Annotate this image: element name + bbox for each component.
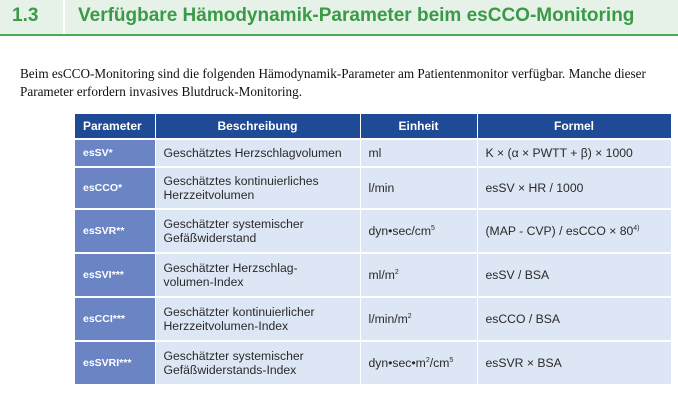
table-row (75, 297, 671, 341)
description-line: Geschätzter systemischer (163, 349, 304, 363)
section-divider (63, 0, 65, 34)
description-line: Gefäßwiderstands-Index (163, 363, 297, 377)
description-line: volumen-Index (163, 275, 244, 289)
unit-superscript: 2 (394, 268, 399, 276)
formula-text: esSV / BSA (485, 268, 550, 282)
table-row (75, 341, 671, 384)
unit-cell (360, 209, 477, 253)
description-line: Geschätzter systemischer (163, 217, 304, 231)
table-header-row (75, 114, 671, 139)
unit-cell (360, 167, 477, 209)
parameter-table (75, 114, 672, 384)
description-cell (155, 297, 360, 341)
parameter-name: esSVR** (75, 209, 155, 253)
formula-text: esCCO / BSA (485, 312, 560, 326)
formula-text: (MAP - CVP) / esCCO × 80 (485, 224, 634, 238)
column-header-formel: Formel (477, 114, 671, 139)
unit-cell (360, 341, 477, 384)
description-line: Gefäßwiderstand (163, 231, 257, 245)
description-cell (155, 139, 360, 167)
description-cell (155, 209, 360, 253)
description-line: Geschätztes Herzschlagvolumen (163, 146, 342, 160)
table-row (75, 139, 671, 167)
formula-cell (477, 253, 671, 297)
section-header (0, 0, 678, 36)
formula-footnote: 4) (633, 224, 640, 232)
column-header-beschreibung: Beschreibung (155, 114, 360, 139)
unit-text: l/min/m (368, 312, 408, 326)
unit-text: ml/m (368, 268, 395, 282)
description-cell (155, 341, 360, 384)
unit-superscript: 2 (425, 356, 430, 364)
column-header-einheit: Einheit (360, 114, 477, 139)
description-line: Geschätztes kontinuierliches (163, 174, 319, 188)
table-row (75, 209, 671, 253)
parameter-name: esSV* (75, 139, 155, 167)
unit-text-tail: /cm (429, 356, 450, 370)
unit-text: dyn•sec/cm (368, 224, 432, 238)
intro-paragraph: Beim esCCO-Monitoring sind die folgenden Hämodynamik-Parameter am Patientenmonitor verfügbar. Manche dieser Parameter erfordern invasives Blutdruck-Monitoring. (20, 66, 646, 100)
description-cell (155, 167, 360, 209)
unit-text: ml (368, 146, 382, 160)
description-line: Geschätzter kontinuierlicher (163, 305, 315, 319)
formula-cell (477, 297, 671, 341)
parameter-name: esSVI*** (75, 253, 155, 297)
formula-text: esSV × HR / 1000 (485, 181, 584, 195)
parameter-name: esCCI*** (75, 297, 155, 341)
unit-superscript: 5 (431, 224, 435, 232)
parameter-name: esSVRI*** (75, 341, 155, 384)
description-line: Geschätzter Herzschlag- (163, 261, 298, 275)
table-row (75, 167, 671, 209)
formula-text: K × (α × PWTT + β) × 1000 (485, 146, 633, 160)
formula-cell (477, 209, 671, 253)
description-cell (155, 253, 360, 297)
section-number: 1.3 (12, 5, 39, 26)
section-title: Verfügbare Hämodynamik-Parameter beim esCCO-Monitoring (78, 5, 635, 26)
column-header-parameter: Parameter (75, 114, 155, 139)
unit-text: l/min (368, 181, 395, 195)
table-row (75, 253, 671, 297)
unit-cell (360, 139, 477, 167)
parameter-name: esCCO* (75, 167, 155, 209)
unit-text: dyn•sec•m (368, 356, 426, 370)
formula-cell (477, 139, 671, 167)
unit-cell (360, 297, 477, 341)
formula-cell (477, 341, 671, 384)
description-line: Herzzeitvolumen (163, 188, 255, 202)
unit-superscript: 2 (407, 312, 412, 320)
unit-cell (360, 253, 477, 297)
formula-cell (477, 167, 671, 209)
formula-text: esSVR × BSA (485, 356, 562, 370)
unit-superscript: 5 (449, 356, 454, 364)
description-line: Herzzeitvolumen-Index (163, 319, 289, 333)
